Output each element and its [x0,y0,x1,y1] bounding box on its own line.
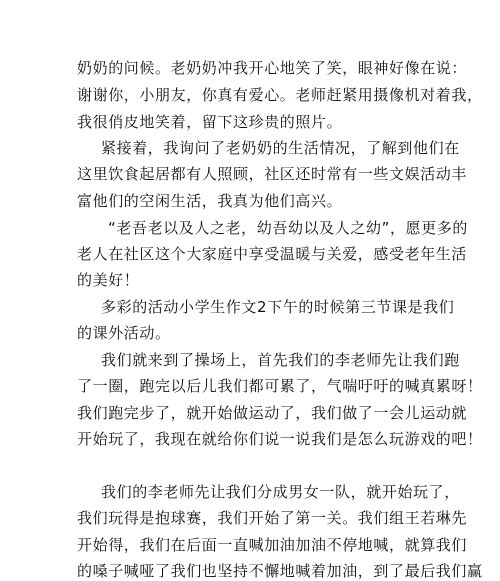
text-line: 的美好！ [77,271,140,289]
text-line: 奶奶的问候。老奶奶冲我开心地笑了笑，眼神好像在说： [77,59,468,77]
text-line: 我们玩得是抱球赛，我们开始了第一关。我们组王若琳先 [77,509,468,527]
text-line: 富他们的空闲生活，我真为他们高兴。 [77,192,343,210]
text-line: 开始玩了，我现在就给你们说一说我们是怎么玩游戏的吧！ [77,430,483,448]
paragraph-start-line: 我们的李老师先让我们分成男女一队，就开始玩了， [101,483,460,501]
paragraph-start-line: 我们就来到了操场上，首先我们的李老师先让我们跑 [101,351,460,369]
text-line: 这里饮食起居都有人照顾，社区还时常有一些文娱活动丰 [77,165,468,183]
text-line: 谢谢你，小朋友，你真有爱心。老师赶紧用摄像机对着我， [77,86,483,104]
paragraph-start-line: “老吾老以及人之老，幼吾幼以及人之幼”，愿更多的 [108,219,468,237]
text-line: 的嗓子喊哑了我们也坚持不懈地喊着加油，到了最后我们赢 [77,562,483,580]
text-line: 了一圈，跑完以后儿我们都可累了，气喘吁吁的喊真累呀！ [77,377,483,395]
text-line: 开始得，我们在后面一直喊加油加油不停地喊，就算我们 [77,536,468,554]
text-line: 的课外活动。 [77,324,171,342]
text-line: 我们跑完步了，就开始做运动了，我们做了一会儿运动就 [77,404,468,422]
paragraph-start-line: 紧接着，我询问了老奶奶的生活情况，了解到他们在 [101,139,460,157]
text-line: 老人在社区这个大家庭中享受温暖与关爱，感受老年生活 [77,245,468,263]
text-line: 我很俏皮地笑着，留下这珍贵的照片。 [77,113,343,131]
paragraph-start-line: 多彩的活动小学生作文2下午的时候第三节课是我们 [101,298,455,316]
